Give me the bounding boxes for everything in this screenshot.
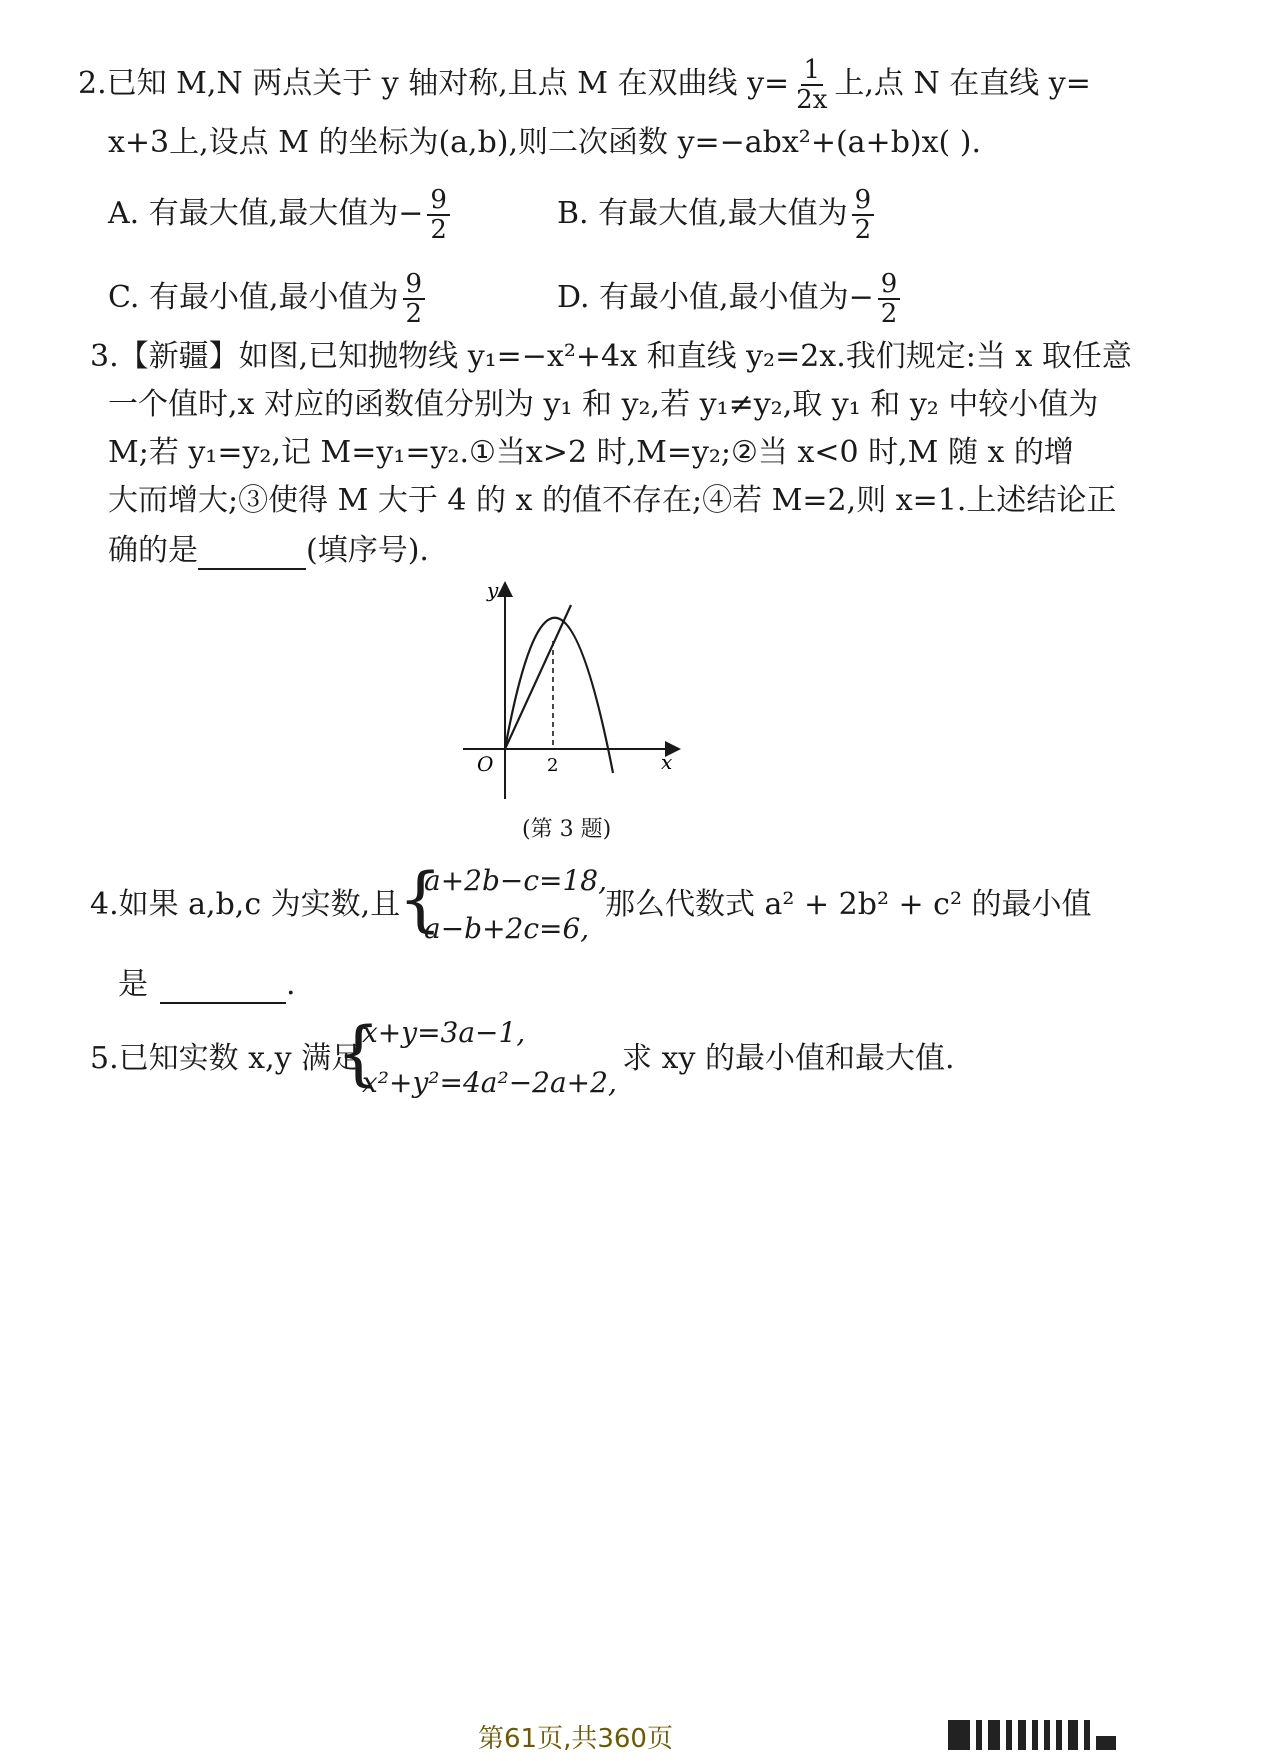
option-b-fraction xyxy=(852,186,875,244)
q3-line1: 3.【新疆】如图,已知抛物线 y₁=−x²+4x 和直线 y₂=2x.我们规定:当 x 取任意 xyxy=(90,339,1132,374)
q4-line2 xyxy=(118,966,296,1004)
y-axis-label: y xyxy=(487,578,499,602)
q2-option-a[interactable] xyxy=(108,186,454,244)
origin-label: O xyxy=(477,752,494,776)
barcode-mark xyxy=(948,1720,1122,1754)
q5-equation-2: x²+y²=4a²−2a+2, xyxy=(362,1066,617,1099)
option-a-text: A. 有最大值,最大值为− xyxy=(108,196,424,231)
line-y2-2x xyxy=(505,605,571,749)
page-number-footer: 第61页,共360页 xyxy=(478,1724,673,1754)
q2-option-c[interactable] xyxy=(108,270,429,328)
frac-numerator: 9 xyxy=(878,270,901,300)
frac-denominator: 2 xyxy=(854,215,872,245)
q5-brace: { xyxy=(336,1012,381,1094)
q2-line2: x+3上,设点 M 的坐标为(a,b),则二次函数 y=−abx²+(a+b)x( ). xyxy=(108,125,982,160)
q4-brace: { xyxy=(398,858,443,940)
q4-answer-blank[interactable] xyxy=(160,972,286,1004)
option-c-fraction xyxy=(403,270,426,328)
q3-line4: 大而增大;③使得 M 大于 4 的 x 的值不存在;④若 M=2,则 x=1.上述结论正 xyxy=(108,483,1117,518)
q2-line1-part-b: 上,点 N 在直线 y= xyxy=(834,66,1091,101)
frac-numerator: 9 xyxy=(427,186,450,216)
x-axis-label: x xyxy=(661,750,673,774)
frac-denominator: 2x xyxy=(796,85,828,115)
option-a-fraction xyxy=(427,186,450,244)
q2-line1 xyxy=(78,56,1091,114)
frac-denominator: 2 xyxy=(405,299,423,329)
q3-line3: M;若 y₁=y₂,记 M=y₁=y₂.①当x>2 时,M=y₂;②当 x<0 时,M 随 x 的增 xyxy=(108,435,1074,470)
q3-line2: 一个值时,x 对应的函数值分别为 y₁ 和 y₂,若 y₁≠y₂,取 y₁ 和 y₂ 中较小值为 xyxy=(108,387,1099,422)
q4-suffix: 那么代数式 a² + 2b² + c² 的最小值 xyxy=(605,887,1092,922)
frac-numerator: 1 xyxy=(801,56,824,86)
q3-figure-caption: (第 3 题) xyxy=(522,817,612,842)
option-b-text: B. 有最大值,最大值为 xyxy=(557,196,848,231)
frac-denominator: 2 xyxy=(880,299,898,329)
q4-line2-suffix: . xyxy=(286,967,296,1002)
q5-suffix: 求 xy 的最小值和最大值. xyxy=(622,1041,955,1076)
q2-option-b[interactable] xyxy=(557,186,878,244)
q4-equation-2: a−b+2c=6, xyxy=(424,912,590,945)
q2-option-d[interactable] xyxy=(557,270,904,328)
option-d-text: D. 有最小值,最小值为− xyxy=(557,280,874,315)
q3-answer-blank[interactable] xyxy=(198,538,306,570)
q3-graph xyxy=(455,575,695,815)
q3-line5-suffix: (填序号). xyxy=(306,533,429,568)
option-c-text: C. 有最小值,最小值为 xyxy=(108,280,399,315)
q3-line5 xyxy=(108,532,429,570)
q2-fraction-1-over-2x xyxy=(793,56,830,114)
q5-prefix: 5.已知实数 x,y 满足 xyxy=(90,1041,362,1076)
q4-prefix: 4.如果 a,b,c 为实数,且 xyxy=(90,887,401,922)
q3-line5-prefix: 确的是 xyxy=(108,533,198,568)
q4-equation-1: a+2b−c=18, xyxy=(424,864,608,897)
q2-line1-part-a: 2.已知 M,N 两点关于 y 轴对称,且点 M 在双曲线 y= xyxy=(78,66,790,101)
frac-numerator: 9 xyxy=(403,270,426,300)
q5-equation-1: x+y=3a−1, xyxy=(362,1016,526,1049)
option-d-fraction xyxy=(878,270,901,328)
q4-line2-prefix: 是 xyxy=(118,967,148,1002)
frac-denominator: 2 xyxy=(430,215,447,245)
frac-numerator: 9 xyxy=(852,186,875,216)
tick-label-2: 2 xyxy=(547,755,559,776)
